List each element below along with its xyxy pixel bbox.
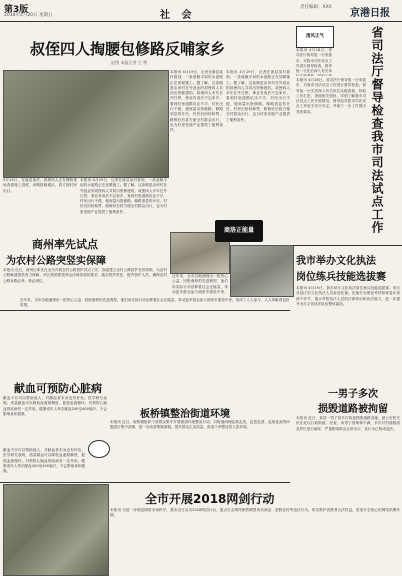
divider-2 (293, 245, 402, 246)
mid-right-body: 本报讯 4月19日，我市举办文化执法岗位练兵技能选拔赛，来自各县区的文化执法人员参加比赛。比赛分为理论考试和案卷评查两个环节，重点考察执法人员的法律知识和执法能力，进一步提升全市文化执法队伍整体素质。 (296, 286, 400, 306)
lead-body-col3: 本报讯 4月19日，记者在唐县某村看到，一条宽敞平坦的水泥路正在加紧施工。据了解，这条路是由该村在外创业的叔侄四人共同出资修建的。叔侄四人多年在外打拼，事业有成后不忘家乡，看到村里道路坑洼不平，村民出行不便，便商量出资修路。修路消息传开后，村民们纷纷称赞，路修好后将方便全村群众出行，也为村里发展产业提供了便利条件。 (226, 70, 290, 122)
man-title1: 一男子多次 (328, 389, 378, 400)
date-line: 2018年4月20日 星期五 (4, 13, 53, 18)
mid-left-title1: 商州率先试点 (32, 238, 98, 251)
right-side-note: 本报讯 4月18日，省司法厅督导组一行来我市，对我市司法试点工作进行督导检查。督导组一行先后深入有关单 (296, 48, 332, 74)
divider-1 (0, 310, 290, 311)
lead-photo-caption: 4月19日，在唐县某村，叔侄四人正在修路现场查看施工进度，该路段修通后，将方便村民出行。 (3, 178, 77, 193)
lead-photo (3, 70, 169, 178)
net-body: 本报讯 为进一步规范网络市场秩序，我市近日启动2018网剑行动，重点打击网络销售假冒伪劣商品、虚假宣传等违法行为，切实维护消费者合法权益，营造安全放心的网络消费环境。 (110, 508, 400, 518)
special-body: 近年来，全市各地涌现出一批热心公益、回报桑梓的先进典型，他们用实际行动诠释着社会正能量，带动更多群众参与到家乡建设中来， (172, 274, 228, 294)
net-title: 全市开展2018网剑行动 (145, 492, 275, 506)
special-badge: 商洛正能量 (215, 220, 263, 242)
masthead: 京港日报 (350, 8, 390, 19)
page-number: 第3版 (4, 5, 29, 15)
lead-body-col1: 本报讯 4月19日，记者在唐县某村看到，一条宽敞平坦的水泥路正在加紧施工。据了解，这条路是由该村在外创业的叔侄四人共同出资修建的。叔侄四人多年在外打拼，事业有成后不忘家乡，看到村里道路坑洼不平，村民出行不便，便商量出资修路。修路消息传开后，村民们纷纷称赞，路修好后将方便全村群众出行，也为村里发展产业提供了便利条件。 (80, 178, 167, 214)
mid-right-title2: 岗位练兵技能选拔赛 (296, 272, 386, 283)
lead-body-col2: 本报讯 4月19日，记者在唐县某村看到，一条宽敞平坦的水泥路正在加紧施工。据了解，这条路是由该村在外创业的叔侄四人共同出资修建的。叔侄四人多年在外打拼，事业有成后不忘家乡，看到村里道路坑洼不平，村民出行不便，便商量出资修路。修路消息传开后，村民们纷纷称赞，路修好后将方便全村群众出行，也为村里发展产业提供了便利条件。 (170, 70, 223, 133)
special-caption: 近年来，全市各地涌现出一批热心公益、回报桑梓的先进典型，他们用实际行动诠释着社会正能量，带动更多群众参与到家乡建设中来，形成了人人参与、人人奉献的良好氛围。 (20, 298, 290, 307)
mid-right-title1: 我市举办文化执法 (296, 256, 376, 267)
street-title: 板桥镇整治街道环境 (140, 409, 230, 420)
street-body: 本报讯 近日，板桥镇组织干部群众集中开展街道环境整治行动，对街道两侧乱堆乱放、乱搭乱建、乱贴乱画等问题进行集中清理，进一步改善集镇面貌，提升群众生活质量，营造干净整洁的人居环境。 (110, 420, 290, 430)
blood-body-2: 献血不仅可以帮助他人，对献血者本身也有好处。医学研究表明，适量献血可以降低血液黏稠度，促进血液循环，对预防心脑血管疾病有一定作用。健康成年人每次献血200至400毫升，不会影响身体健康。 (3, 448, 85, 474)
blood-body: 献血不仅可以帮助他人，对献血者本身也有好处。医学研究表明，适量献血可以降低血液黏稠度，促进血液循环，对预防心脑血管疾病有一定作用。健康成年人每次献血200至400毫升，不会影响身体健康。 (3, 396, 107, 416)
lead-byline: 文/图 本报记者 王 赞 (110, 60, 148, 65)
right-body: 本报讯 4月18日，省司法厅督导组一行来我市，对我市司法试点工作进行督导检查。督导组一行先后深入有关单位实地查看，听取工作汇报，查阅相关资料，详细了解我市司法试点工作开展情况。督导组对我市司法试点工作给予充分肯定，并就下一步工作提出具体要求。 (296, 78, 366, 114)
man-title2: 损毁道路被拘留 (318, 404, 388, 415)
section-title: 社 会 (160, 10, 196, 21)
blood-title: 献血可预防心脏病 (14, 382, 102, 395)
right-logo (296, 26, 334, 48)
bottom-left-photo (3, 484, 109, 576)
right-logo-text: 清风正气 (306, 34, 324, 39)
man-body: 本报讯 近日，某县一男子因多次故意损毁道路设施，被公安机关依法处以行政拘留。经查，该男子因琐事不满，多次对村道路面及护栏进行破坏，严重影响群众正常出行，其行为已构成违法。 (296, 416, 400, 431)
divider-3 (0, 482, 290, 483)
blood-logo (88, 440, 110, 458)
mid-left-title2: 为农村公路突竖实保障 (6, 256, 106, 267)
right-title: 省司法厅督导检查我市司法试点工作 (370, 26, 384, 234)
header-rule (0, 21, 402, 22)
special-photo-2 (230, 245, 294, 297)
lead-title: 叔侄四人掏腰包修路反哺家乡 (30, 40, 226, 58)
header-info: 责任编辑：XXX (300, 5, 332, 10)
mid-left-body: 本报讯 近日，商州区率先在全市开展农村公路管护试点工作，探索建立农村公路管护长效机制，为农村公路畅通提供有力保障。该区按照建管养运协调发展的要求，落实管护责任，配齐管护人员，确保农村公路有路必养、养必到位。 (3, 268, 167, 283)
